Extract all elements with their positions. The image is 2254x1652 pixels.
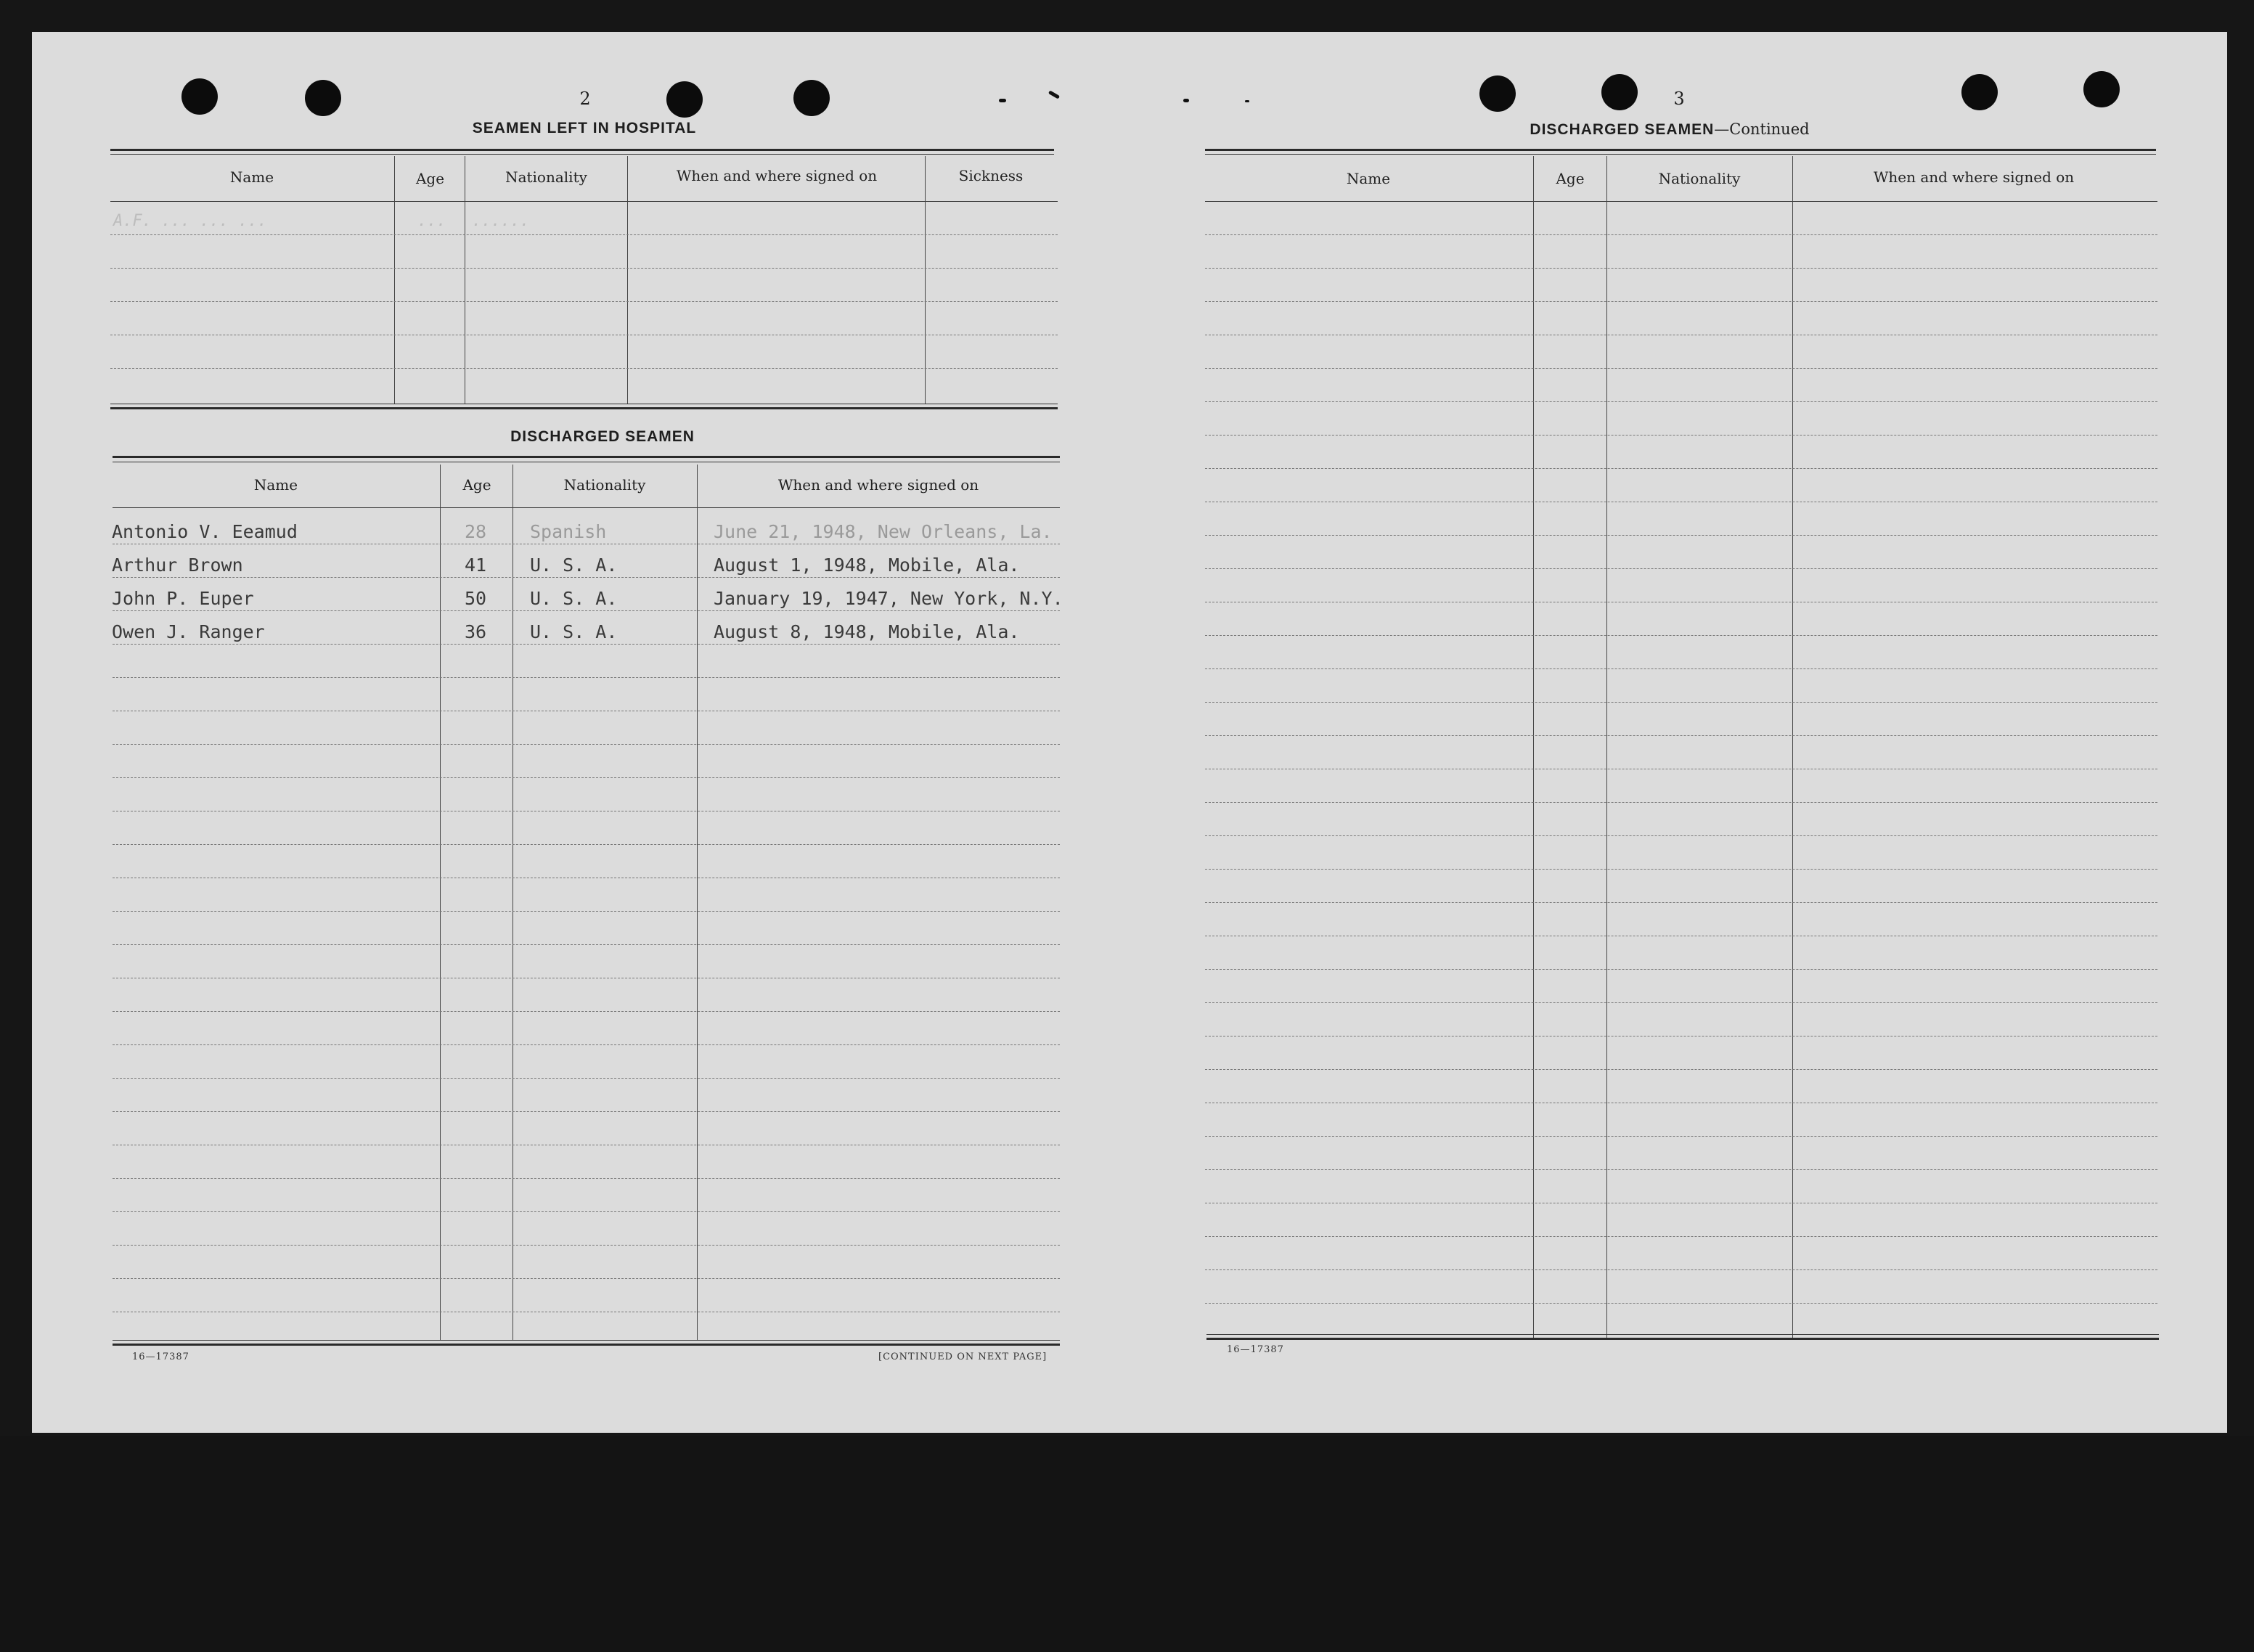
discharged-top-rule: [113, 456, 1060, 458]
ink-speck: [1245, 100, 1249, 102]
ruled-line: [1205, 435, 2157, 436]
ruled-line: [1205, 835, 2157, 836]
hospital-col-nationality: Nationality: [505, 168, 587, 186]
hospital-row-nationality: ......: [472, 212, 530, 230]
page-number: 2: [579, 89, 591, 109]
ruled-line: [1205, 1169, 2157, 1170]
binder-hole: [1601, 74, 1638, 110]
title-main: DISCHARGED SEAMEN: [1530, 121, 1715, 138]
discharged-row-nationality: U. S. A.: [530, 621, 618, 642]
binder-hole: [1479, 75, 1516, 112]
page-number: 3: [1673, 89, 1685, 109]
ruled-line: [113, 644, 1060, 645]
ruled-line: [1205, 401, 2157, 402]
binder-hole: [1961, 74, 1998, 110]
discharged-column-divider: [697, 465, 698, 1340]
discharged-row-signed-on: August 8, 1948, Mobile, Ala.: [714, 621, 1020, 642]
hospital-bottom-rule: [110, 407, 1058, 409]
discharged-row-age: 50: [465, 588, 487, 609]
hospital-column-divider: [925, 156, 926, 404]
hospital-header-rule: [110, 201, 1058, 202]
section-title-discharged: DISCHARGED SEAMEN: [510, 428, 695, 445]
discharged-col-signed-on: When and where signed on: [777, 476, 979, 494]
binder-hole: [305, 80, 341, 116]
ruled-line: [1205, 234, 2157, 235]
discharged-col-nationality: Nationality: [563, 476, 646, 494]
ink-speck: [999, 99, 1006, 102]
right-top-rule: [1205, 149, 2156, 151]
hospital-row-line: [110, 234, 1058, 235]
discharged-row-nationality: U. S. A.: [530, 588, 618, 609]
hospital-row-line: [110, 301, 1058, 302]
right-column-divider: [1606, 156, 1607, 1338]
discharged-row-name: John P. Euper: [112, 588, 254, 609]
hospital-col-signed-on: When and where signed on: [676, 167, 878, 184]
continued-note: [CONTINUED ON NEXT PAGE]: [878, 1352, 1048, 1362]
ruled-line: [113, 1278, 1060, 1279]
ruled-line: [113, 1044, 1060, 1045]
right-top-rule: [1205, 154, 2156, 155]
hospital-col-sickness: Sickness: [958, 167, 1024, 184]
ruled-line: [113, 744, 1060, 745]
ruled-line: [113, 1211, 1060, 1212]
section-title-hospital: SEAMEN LEFT IN HOSPITAL: [472, 120, 697, 136]
ruled-line: [1205, 668, 2157, 669]
ruled-line: [113, 1111, 1060, 1112]
discharged-column-divider: [440, 465, 441, 1340]
hospital-column-divider: [394, 156, 395, 404]
right-bottom-rule: [1206, 1334, 2159, 1335]
document-sheet: [32, 32, 2227, 1433]
ruled-line: [113, 911, 1060, 912]
ruled-line: [1205, 1269, 2157, 1270]
ruled-line: [113, 1011, 1060, 1012]
discharged-row-age: 36: [465, 621, 487, 642]
ruled-line: [1205, 268, 2157, 269]
ruled-line: [113, 777, 1060, 778]
ruled-line: [1205, 702, 2157, 703]
right-column-divider: [1792, 156, 1793, 1338]
right-col-nationality: Nationality: [1658, 170, 1741, 187]
ruled-line: [1205, 535, 2157, 536]
scan-background: [0, 1436, 2254, 1652]
hospital-row-line: [110, 268, 1058, 269]
discharged-header-rule: [113, 507, 1060, 508]
right-col-signed-on: When and where signed on: [1873, 168, 2075, 186]
ruled-line: [1205, 1303, 2157, 1304]
ruled-line: [1205, 1069, 2157, 1070]
ruled-line: [1205, 1236, 2157, 1237]
ruled-line: [1205, 735, 2157, 736]
discharged-row-nationality: U. S. A.: [530, 555, 618, 576]
ruled-line: [113, 610, 1060, 611]
discharged-bottom-rule: [113, 1340, 1060, 1341]
hospital-col-name: Name: [229, 168, 274, 186]
ruled-line: [1205, 902, 2157, 903]
ruled-line: [113, 677, 1060, 678]
hospital-column-divider: [627, 156, 628, 404]
binder-hole: [793, 80, 830, 116]
section-title-discharged-continued: [1452, 120, 1887, 139]
ruled-line: [1205, 802, 2157, 803]
discharged-row-signed-on: August 1, 1948, Mobile, Ala.: [714, 555, 1020, 576]
discharged-row-signed-on: January 19, 1947, New York, N.Y.: [714, 588, 1063, 609]
right-header-rule: [1205, 201, 2157, 202]
ruled-line: [113, 577, 1060, 578]
hospital-row-age: ...: [417, 212, 446, 230]
ruled-line: [1205, 969, 2157, 970]
discharged-row-age: 41: [465, 555, 487, 576]
discharged-row-age: 28: [465, 521, 487, 542]
ruled-line: [1205, 635, 2157, 636]
discharged-col-name: Name: [253, 476, 298, 494]
discharged-row-name: Antonio V. Eeamud: [112, 521, 298, 542]
binder-hole: [666, 81, 703, 118]
hospital-row-line: [110, 368, 1058, 369]
ruled-line: [113, 1245, 1060, 1246]
ruled-line: [113, 1178, 1060, 1179]
ruled-line: [1205, 468, 2157, 469]
right-column-divider: [1533, 156, 1534, 1338]
discharged-row-name: Arthur Brown: [112, 555, 243, 576]
form-number: 16—17387: [1227, 1344, 1284, 1355]
ink-speck: [1183, 99, 1189, 102]
ruled-line: [1205, 368, 2157, 369]
form-number: 16—17387: [132, 1352, 189, 1362]
title-suffix: —Continued: [1714, 120, 1810, 138]
discharged-col-age: Age: [462, 476, 491, 494]
hospital-top-rule: [110, 149, 1054, 151]
discharged-row-name: Owen J. Ranger: [112, 621, 265, 642]
hospital-row-name: A.F. ... ... ...: [113, 212, 267, 230]
binder-hole: [2083, 71, 2120, 107]
hospital-col-age: Age: [415, 170, 445, 187]
ruled-line: [1205, 1136, 2157, 1137]
ruled-line: [1205, 1002, 2157, 1003]
right-col-name: Name: [1346, 170, 1391, 187]
ruled-line: [1205, 568, 2157, 569]
discharged-row-nationality: Spanish: [530, 521, 607, 542]
discharged-bottom-rule: [113, 1344, 1060, 1346]
ruled-line: [113, 1078, 1060, 1079]
discharged-row-signed-on: June 21, 1948, New Orleans, La.: [714, 521, 1053, 542]
right-col-age: Age: [1556, 170, 1585, 187]
ruled-line: [1205, 869, 2157, 870]
binder-hole: [181, 78, 218, 115]
ruled-line: [113, 844, 1060, 845]
ruled-line: [113, 944, 1060, 945]
right-bottom-rule: [1206, 1338, 2159, 1340]
ruled-line: [1205, 301, 2157, 302]
hospital-top-rule: [110, 154, 1054, 155]
